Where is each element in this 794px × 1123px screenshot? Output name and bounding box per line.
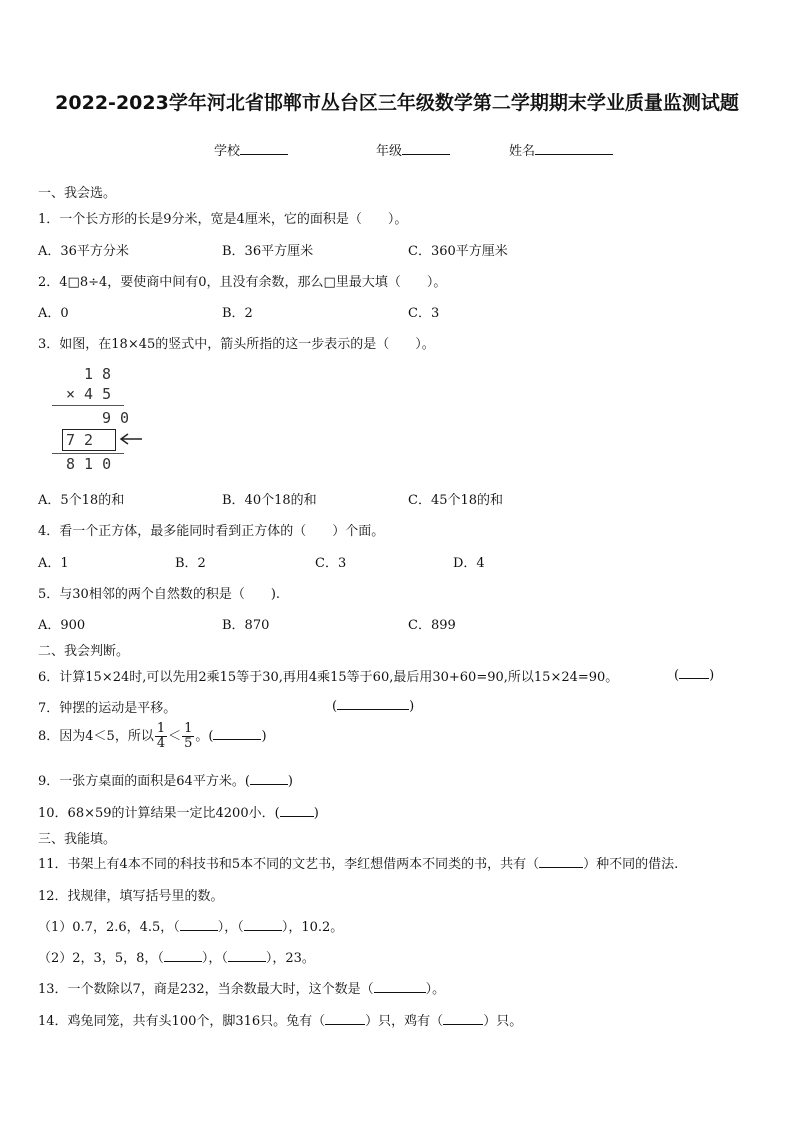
q4-option-d[interactable]: D．4 xyxy=(453,556,485,571)
q2-option-a[interactable]: A．0 xyxy=(38,306,69,321)
question-14: 14．鸡兔同笼，共有头100个，脚316只。兔有（ ）只，鸡有（ ）只。 xyxy=(38,1014,523,1029)
vm-row-partial-2: 7 2 xyxy=(66,431,94,449)
question-13: 13．一个数除以7，商是232，当余数最大时，这个数是（ ）。 xyxy=(38,982,446,997)
question-8: 8．因为4＜5，所以 $\frac{1}{4}$ ＜ $\frac{1}{5}$ 。( ) xyxy=(38,721,267,751)
q7-answer-paren[interactable]: ( ) xyxy=(332,699,415,714)
vm-row-multiplier: × 4 5 xyxy=(66,385,112,403)
name-field: 姓名 xyxy=(509,140,613,159)
q12-1-blank-b[interactable] xyxy=(244,918,282,931)
q12-2-blank-a[interactable] xyxy=(164,949,202,962)
q14-blank-chickens[interactable] xyxy=(443,1012,483,1025)
q11-answer-blank[interactable] xyxy=(539,855,583,868)
q5-option-a[interactable]: A．900 xyxy=(38,618,86,633)
vm-row-product: 8 1 0 xyxy=(66,455,112,473)
question-6: 6．计算15×24时,可以先用2乘15等于30,再用4乘15等于60,最后用30+60=90,所以15×24=90。 xyxy=(38,670,619,685)
question-3: 3．如图，在18×45的竖式中，箭头所指的这一步表示的是（ ）。 xyxy=(38,337,435,352)
q12-2-blank-b[interactable] xyxy=(228,949,266,962)
fraction-one-fifth: $\frac{1}{5}$ xyxy=(184,721,193,751)
section-heading-fill: 三、我能填。 xyxy=(38,832,117,847)
question-7: 7．钟摆的运动是平移。 xyxy=(38,701,177,716)
q10-answer-blank[interactable] xyxy=(280,804,314,817)
q3-option-b[interactable]: B．40个18的和 xyxy=(222,493,317,508)
question-12: 12．找规律，填写括号里的数。 xyxy=(38,889,224,904)
q12-1-blank-a[interactable] xyxy=(180,918,218,931)
q3-option-c[interactable]: C．45个18的和 xyxy=(408,493,504,508)
question-9: 9．一张方桌面的面积是64平方米。( ) xyxy=(38,774,293,789)
q13-answer-blank[interactable] xyxy=(374,980,426,993)
q9-answer-blank[interactable] xyxy=(250,772,288,785)
q4-option-a[interactable]: A．1 xyxy=(38,556,69,571)
question-11: 11．书架上有4本不同的科技书和5本不同的文艺书，李红想借两本不同类的书，共有（ ）种不同的借法. xyxy=(38,857,679,872)
q8-answer-blank[interactable] xyxy=(213,727,261,740)
school-field: 学校 xyxy=(214,140,288,159)
question-10: 10．68×59的计算结果一定比4200小．( ) xyxy=(38,806,319,821)
q1-option-b[interactable]: B．36平方厘米 xyxy=(222,244,314,259)
arrow-left-icon xyxy=(118,431,144,447)
question-2: 2．4□8÷4，要使商中间有0，且没有余数，那么□里最大填（ ）。 xyxy=(38,275,447,290)
q1-option-a[interactable]: A．36平方分米 xyxy=(38,244,129,259)
page-title: 2022-2023学年河北省邯郸市丛台区三年级数学第二学期期末学业质量监测试题 xyxy=(55,92,739,114)
q2-option-c[interactable]: C．3 xyxy=(408,306,440,321)
vm-rule-2 xyxy=(52,453,124,454)
q6-answer-paren[interactable]: ( ) xyxy=(674,668,715,683)
section-heading-judge: 二、我会判断。 xyxy=(38,644,130,659)
vm-rule-1 xyxy=(52,405,124,406)
q4-option-b[interactable]: B．2 xyxy=(175,556,206,571)
vm-row-partial-1: 9 0 xyxy=(102,409,130,427)
q2-option-b[interactable]: B．2 xyxy=(222,306,253,321)
grade-blank[interactable] xyxy=(402,142,450,155)
q1-option-c[interactable]: C．360平方厘米 xyxy=(408,244,508,259)
question-5: 5．与30相邻的两个自然数的积是（ ). xyxy=(38,587,281,602)
name-blank[interactable] xyxy=(535,142,613,155)
grade-field: 年级 xyxy=(376,140,450,159)
section-heading-choice: 一、我会选。 xyxy=(38,186,117,201)
vm-row-multiplicand: 1 8 xyxy=(84,365,112,383)
q5-option-b[interactable]: B．870 xyxy=(222,618,270,633)
q4-option-c[interactable]: C．3 xyxy=(315,556,347,571)
vertical-multiplication-figure xyxy=(50,365,160,475)
q3-option-a[interactable]: A．5个18的和 xyxy=(38,493,125,508)
school-blank[interactable] xyxy=(240,142,288,155)
question-1: 1．一个长方形的长是9分米，宽是4厘米，它的面积是（ ）。 xyxy=(38,212,408,227)
q5-option-c[interactable]: C．899 xyxy=(408,618,456,633)
q14-blank-rabbits[interactable] xyxy=(325,1012,365,1025)
fraction-one-quarter: $\frac{1}{4}$ xyxy=(156,721,166,751)
q12-part-1: （1）0.7，2.6，4.5，（ ），（ ），10.2。 xyxy=(38,920,344,935)
question-4: 4．看一个正方体，最多能同时看到正方体的（ ）个面。 xyxy=(38,524,385,539)
q12-part-2: （2）2，3，5，8，（ ），（ ），23。 xyxy=(38,951,315,966)
